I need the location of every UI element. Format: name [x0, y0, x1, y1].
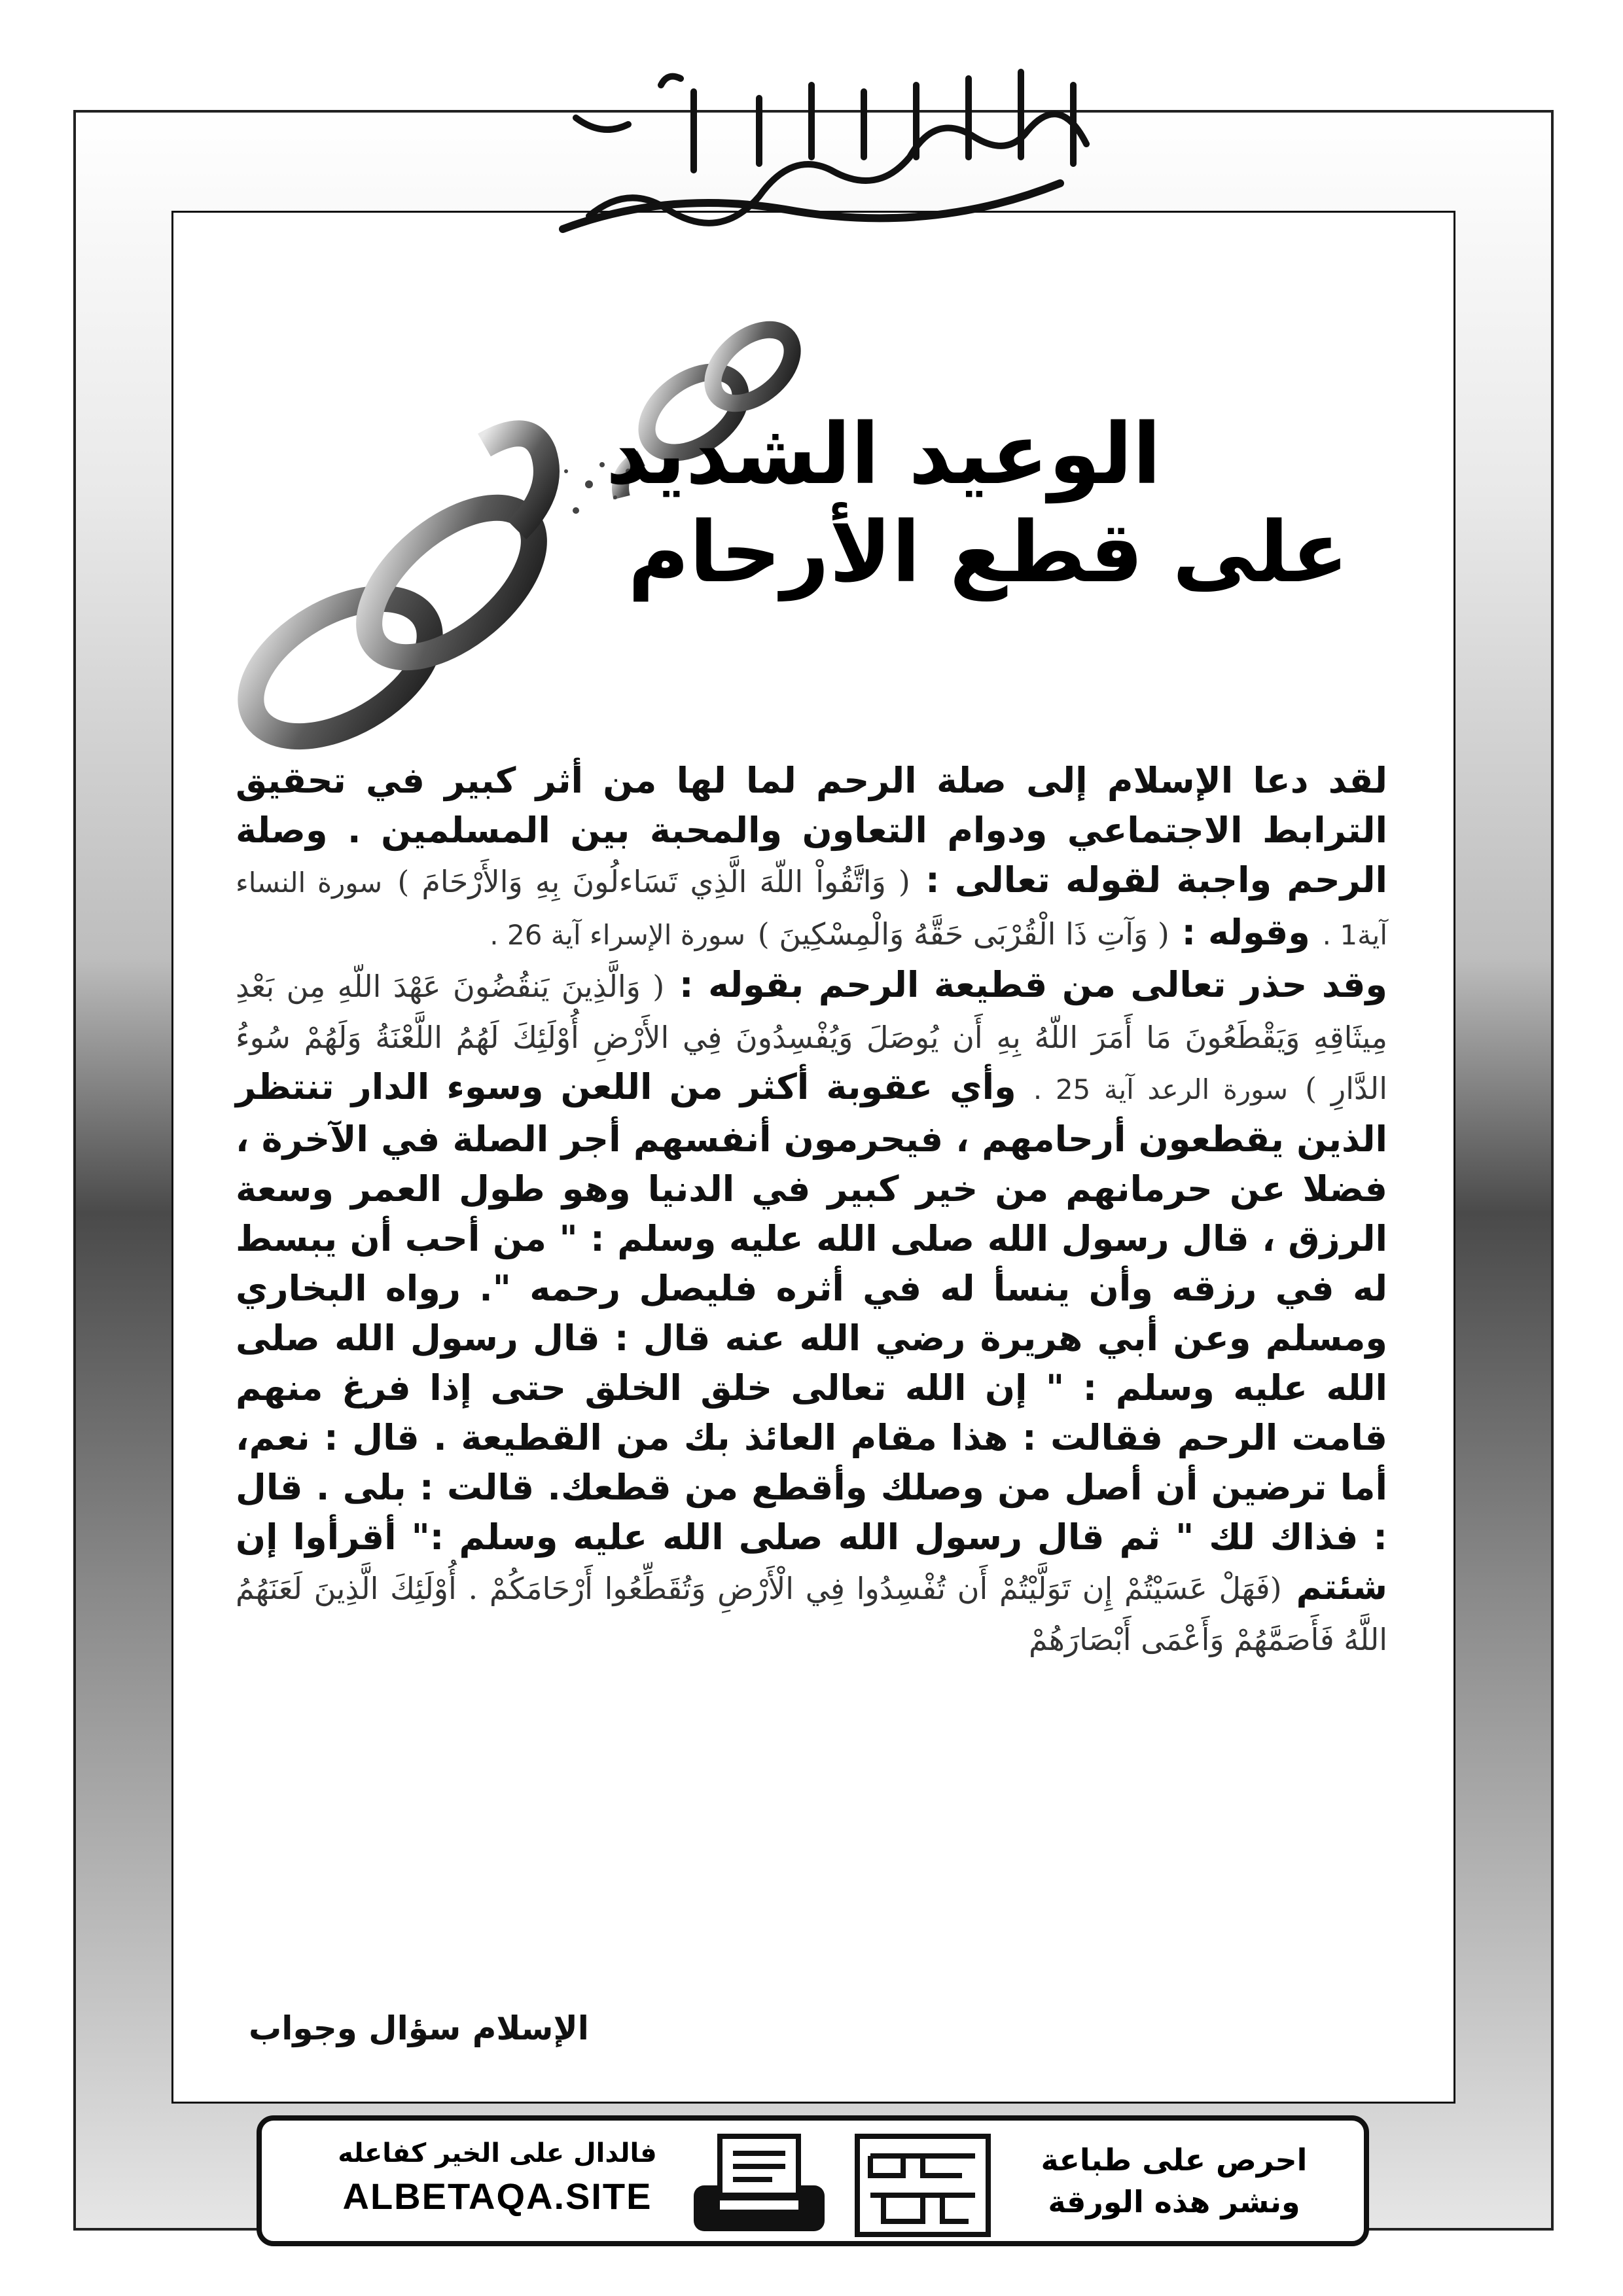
footer-right	[1004, 2139, 1344, 2223]
title-line-1: الوعيد الشديد	[605, 406, 1162, 503]
footer-note-line-1: احرص على طباعة	[1041, 2142, 1308, 2178]
quran-verse: ( وَالَّذِينَ يَنقُضُونَ عَهْدَ اللّهِ مِن بَعْدِ مِيثَاقِهِ وَيَقْطَعُونَ مَا أَمَرَ اللّهُ بِهِ أَن يُوصَلَ وَيُفْسِدُونَ فِي الأَرْضِ أُوْلَئِكَ لَهُمُ اللَّعْنَةُ وَلَهُمْ سُوءُ الدَّارِ )	[236, 969, 1388, 1106]
footer-banner	[257, 2115, 1369, 2246]
quran-verse: ( وَاتَّقُواْ اللّهَ الَّذِي تَسَاءلُونَ بِهِ وَالأَرْحَامَ )	[397, 864, 910, 899]
printer-logo-icon	[681, 2117, 1021, 2248]
article-paragraph	[236, 756, 1387, 1664]
footer-left	[275, 2135, 720, 2221]
article-body	[236, 756, 1387, 2003]
footer-note-line-2: ونشر هذه الورقة	[1048, 2184, 1300, 2219]
quran-verse: (فَهَلْ عَسَيْتُمْ إِن تَوَلَّيْتُمْ أَن تُفْسِدُوا فِي الْأَرْضِ وَتُقَطِّعُوا أَرْحَامَكُمْ . أُوْلَئِكَ الَّذِينَ لَعَنَهُمُ اللَّهُ فَأَصَمَّهُمْ وَأَعْمَى أَبْصَارَهُمْ	[236, 1571, 1387, 1657]
title-line-2: على قطع الأرحام	[628, 504, 1349, 601]
verse-reference: سورة الإسراء آية 26 .	[490, 919, 745, 951]
quran-verse: ( وَآتِ ذَا الْقُرْبَى حَقَّهُ وَالْمِسْكِينَ )	[757, 916, 1169, 952]
intro-text: وقد حذر تعالى من قطيعة الرحم بقوله :	[679, 964, 1387, 1005]
footer-slogan: فالدال على الخير كفاعله	[338, 2138, 657, 2168]
main-text: وأي عقوبة أكثر من اللعن وسوء الدار تنتظر الذين يقطعون أرحامهم ، فيحرمون أنفسهم أجر الصلة في الآخرة ، فضلا عن حرمانهم من خير كبير في الدنيا وهو طول العمر وسعة الرزق ، قال رسول الله صلى الله عليه وسلم : " من أحب أن يبسط له في رزقه وأن ينسأ له في أثره فليصل رحمه ". رواه البخاري ومسلم وعن أبي هريرة رضي الله عنه قال : قال رسول الله صلى الله عليه وسلم : " إن الله تعالى خلق الخلق حتى إذا فرغ منهم قامت الرحم فقالت : هذا مقام العائذ بك من القطيعة . قال : نعم، أما ترضين أن أصل من وصلك وأقطع من قطعك. قالت : بلى . قال : فذاك لك " ثم قال رسول الله صلى الله عليه وسلم :" أقرأوا إن شئتم	[236, 1066, 1387, 1607]
source-credit: الإسلام سؤال وجواب	[249, 2009, 589, 2047]
intro-text: لقد دعا الإسلام إلى صلة الرحم لما لها من أثر كبير في تحقيق الترابط الاجتماعي ودوام التعاون والمحبة بين المسلمين . وصلة الرحم واجبة لقوله تعالى :	[236, 760, 1387, 901]
verse-reference: سورة الرعد آية 25 .	[1033, 1073, 1289, 1105]
footer-website[interactable]: ALBETAQA.SITE	[342, 2176, 652, 2217]
basmala-calligraphy	[497, 46, 1126, 242]
verse-reference: سورة النساء آية1 .	[236, 867, 1387, 951]
page-title	[432, 406, 1414, 602]
intro-text: وقوله :	[1181, 912, 1310, 953]
